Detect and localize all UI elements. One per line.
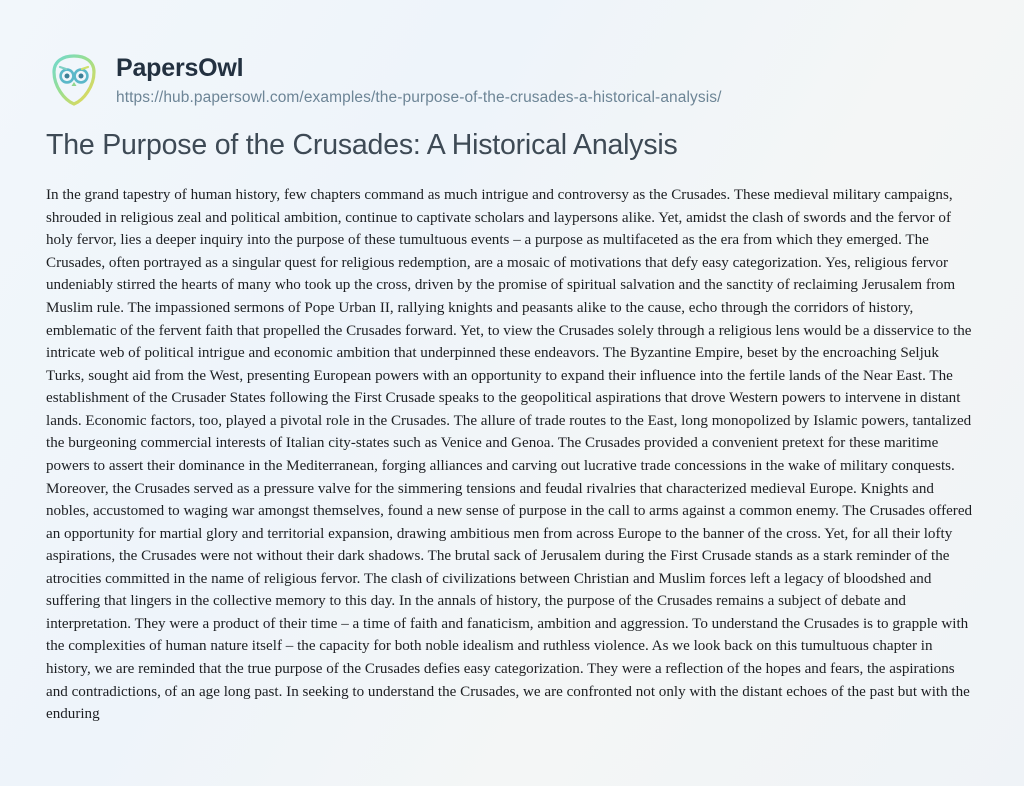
page-url[interactable]: https://hub.papersowl.com/examples/the-purpose-of-the-crusades-a-historical-analysis/ bbox=[116, 89, 722, 107]
brand-block bbox=[116, 53, 722, 108]
page-title: The Purpose of the Crusades: A Historical Analysis bbox=[46, 129, 678, 161]
essay-body: In the grand tapestry of human history, few chapters command as much intrigue and controversy as the Crusades. These medieval military campaigns, shrouded in religious zeal and political ambition, continue to captivate scholars and laypersons alike. Yet, amidst the clash of swords and the fervor of holy fervor, lies a deeper inquiry into the purpose of these tumultuous events – a purpose as multifaceted as the era from which they emerged. The Crusades, often portrayed as a singular quest for religious redemption, are a mosaic of motivations that defy easy categorization. Yes, religious fervor undeniably stirred the hearts of many who took up the cross, driven by the promise of spiritual salvation and the sanctity of reclaiming Jerusalem from Muslim rule. The impassioned sermons of Pope Urban II, rallying knights and peasants alike to the cause, echo through the corridors of history, emblematic of the fervent faith that propelled the Crusades forward. Yet, to view the Crusades solely through a religious lens would be a disservice to the intricate web of political intrigue and economic ambition that underpinned these endeavors. The Byzantine Empire, beset by the encroaching Seljuk Turks, sought aid from the West, presenting European powers with an opportunity to expand their influence into the fertile lands of the Near East. The establishment of the Crusader States following the First Crusade speaks to the geopolitical aspirations that drove Western powers to intervene in distant lands. Economic factors, too, played a pivotal role in the Crusades. The allure of trade routes to the East, long monopolized by Islamic powers, tantalized the burgeoning commercial interests of Italian city-states such as Venice and Genoa. The Crusades provided a convenient pretext for these maritime powers to assert their dominance in the Mediterranean, forging alliances and carving out lucrative trade concessions in the wake of military conquests. Moreover, the Crusades served as a pressure valve for the simmering tensions and feudal rivalries that characterized medieval Europe. Knights and nobles, accustomed to waging war amongst themselves, found a new sense of purpose in the call to arms against a common enemy. The Crusades offered an opportunity for martial glory and territorial expansion, drawing ambitious men from across Europe to the banner of the cross. Yet, for all their lofty aspirations, the Crusades were not without their dark shadows. The brutal sack of Jerusalem during the First Crusade stands as a stark reminder of the atrocities committed in the name of religious fervor. The clash of civilizations between Christian and Muslim forces left a legacy of bloodshed and suffering that lingers in the collective memory to this day. In the annals of history, the purpose of the Crusades remains a subject of debate and interpretation. They were a product of their time – a time of faith and fanaticism, ambition and aggression. To understand the Crusades is to grapple with the complexities of human nature itself – the capacity for both noble idealism and ruthless violence. As we look back on this tumultuous chapter in history, we are reminded that the true purpose of the Crusades defies easy categorization. They were a reflection of the hopes and fears, the aspirations and contradictions, of an age long past. In seeking to understand the Crusades, we are confronted not only with the distant echoes of the past but with the enduring bbox=[46, 187, 973, 723]
brand-name: PapersOwl bbox=[116, 53, 244, 82]
owl-logo-icon bbox=[46, 52, 102, 108]
site-header bbox=[16, 14, 1008, 106]
document-content bbox=[16, 106, 1008, 726]
document-sheet bbox=[16, 14, 1008, 772]
